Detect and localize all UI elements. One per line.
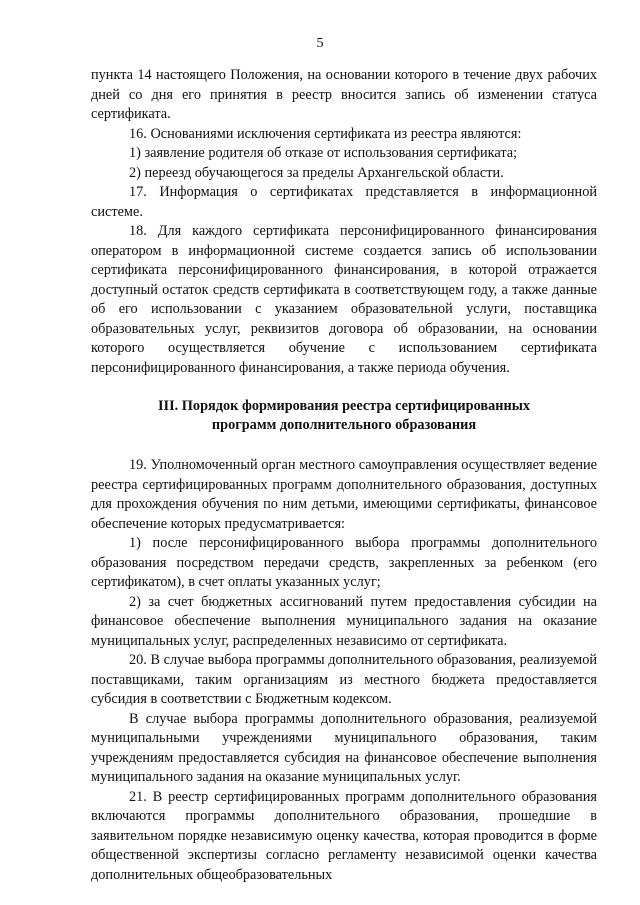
document-body [91,66,597,885]
paragraph-20-continued: В случае выбора программы дополнительного образования, реализуемой муниципальными учреждениями муниципального образования, таким учреждениям предоставляется субсидия на финансовое обеспечение выполнения муниципального задания на оказание муниципальных услуг. [91,710,597,785]
paragraph-17: 17. Информация о сертификатах представляется в информационной системе. [91,184,597,220]
paragraph-18: 18. Для каждого сертификата персонифицированного финансирования оператором в информационной системе создается запись об использовании сертификата персонифицированного финансирования, в которой отражается доступный остаток средств сертификата в соответствующем году, а также данные об его использовании с указанием образовательной услуги, поставщика образовательных услуг, реквизитов договора об образовании, на основании которого осуществляется обучение с использованием сертификата персонифицированного финансирования, а также периода обучения. [91,223,597,376]
paragraph-21: 21. В реестр сертифицированных программ дополнительного образования включаются программы дополнительного образования, прошедшие в заявительном порядке независимую оценку качества, которая проводится в форме общественной экспертизы согласно регламенту независимой оценки качества дополнительных общеобразовательных [91,788,597,883]
section-heading-line-2: программ дополнительного образования [211,417,477,433]
paragraph-16-item-2: 2) переезд обучающегося за пределы Архангельской области. [129,164,504,181]
page-number: 5 [316,36,324,51]
section-heading [91,397,597,435]
paragraph-19: 19. Уполномоченный орган местного самоуправления осуществляет ведение реестра сертифицированных программ дополнительного образования, доступных для прохождения обучения по ним детьми, имеющими сертификаты, финансовое обеспечение которых предусматривается: [91,457,597,532]
paragraph-19-item-2: 2) за счет бюджетных ассигнований путем предоставления субсидии на финансовое обеспечение выполнения муниципального задания на оказание муниципальных услуг, распределенных независимо от сертификата. [91,593,597,649]
paragraph-19-item-1: 1) после персонифицированного выбора программы дополнительного образования посредством передачи средств, закрепленных за ребенком (его сертификатом), в счет оплаты указанных услуг; [91,535,597,590]
paragraph-20: 20. В случае выбора программы дополнительного образования, реализуемой поставщиками, таким организациям из местного бюджета предоставляется субсидия в соответствии с Бюджетным кодексом. [91,652,597,707]
paragraph-continuation: пункта 14 настоящего Положения, на основании которого в течение двух рабочих дней со дня его принятия в реестр вносится запись об изменении статуса сертификата. [91,67,597,122]
paragraph-16-item-1: 1) заявление родителя об отказе от использования сертификата; [129,145,518,161]
paragraph-16: 16. Основаниями исключения сертификата из реестра являются: [129,125,522,142]
section-heading-line-1: III. Порядок формирования реестра сертифицированных [157,398,531,414]
